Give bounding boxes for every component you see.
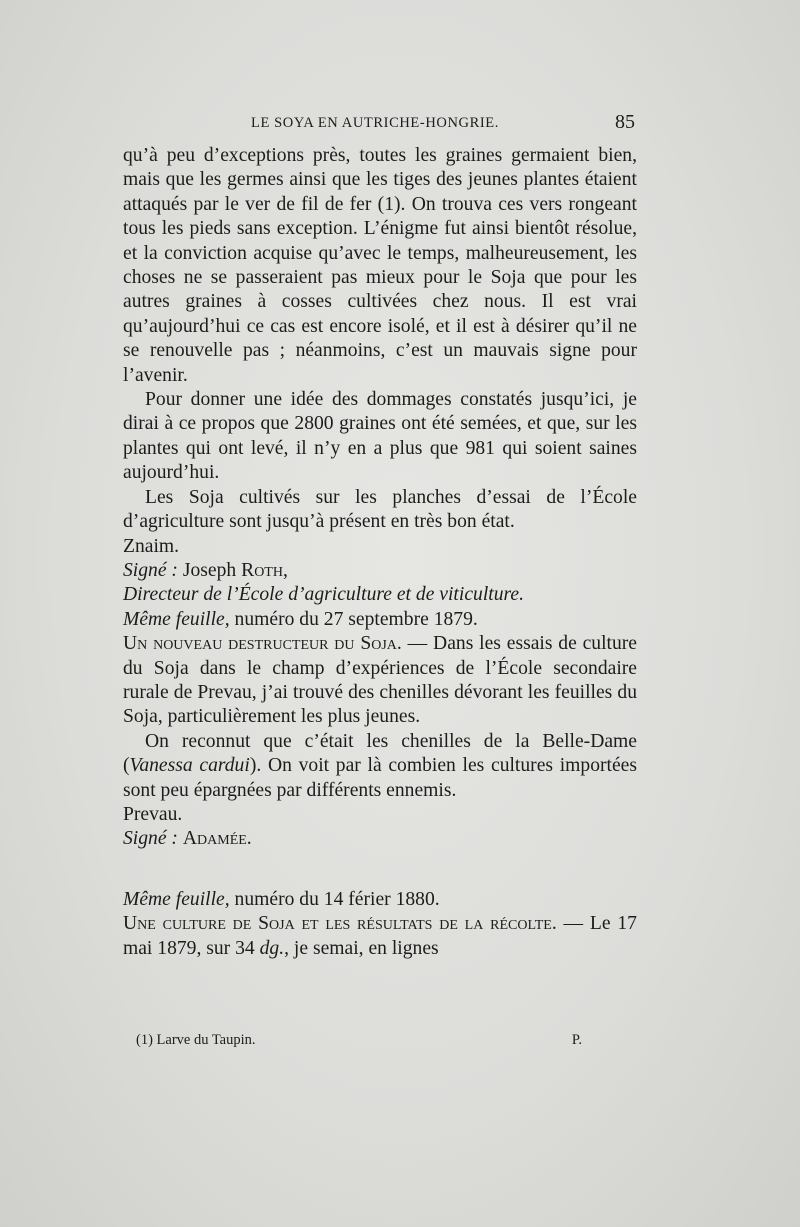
paragraph-3: Les Soja cultivés sur les planches d’essai de l’École d’agriculture sont jusqu’à présent en très bon état. — [123, 486, 637, 533]
page-header — [123, 113, 635, 139]
section-heading-1879 — [123, 608, 637, 632]
paragraph-5 — [123, 730, 637, 803]
paragraph-6 — [123, 912, 637, 961]
signature-title: Directeur de l’École d’agriculture et de viticulture. — [123, 584, 524, 606]
place-prevau: Prevau. — [123, 803, 183, 825]
paragraph-2: Pour donner une idée des dommages constatés jusqu’ici, je dirai à ce propos que 2800 graines ont été semées, et que, sur les plantes qui ont levé, il n’y en a plus que 981 qui soient saines aujourd’hui. — [123, 389, 637, 484]
signature-first-name: Joseph — [182, 559, 237, 581]
signature-last-name: Roth, — [241, 559, 288, 581]
signe-label: Signé : — [123, 559, 178, 581]
paragraph-4 — [123, 632, 637, 730]
section-heading-italic: Même feuille, — [123, 608, 230, 630]
signature-roth — [123, 559, 637, 583]
paragraph-6-unit: dg. — [259, 937, 285, 959]
paragraph-1: qu’à peu d’exceptions près, toutes les graines germaient bien, mais que les germes ainsi que les tiges des jeunes plantes étaient attaqués par le ver de fil de fer (1). On trouva ces vers rongeant tous les pieds sans exception. L’énigme fut ainsi bientôt résolue, et la conviction acquise qu’avec le temps, malheureusement, les choses ne se passeraient pas mieux pour le Soja que pour les autres graines à cosses cultivées chez nous. Il est vrai qu’aujourd’hui ce cas est encore isolé, et il est à désirer qu’il ne se renouvelle pas ; néanmoins, c’est un mauvais signe pour l’avenir. — [123, 145, 637, 386]
paragraph-6-heading: Une culture de Soja et les résultats de la récolte. — [123, 913, 557, 935]
place-znaim: Znaim. — [123, 535, 180, 557]
body-text — [123, 144, 637, 961]
running-title: LE SOYA EN AUTRICHE-HONGRIE. — [251, 115, 499, 131]
paragraph-6-text-1: — Le 17 mai 1879, sur 34 — [123, 913, 637, 959]
signature-adamee — [123, 827, 637, 851]
section-heading-2-italic: Même feuille, — [123, 888, 230, 910]
section-heading-1880 — [123, 888, 637, 912]
page-number: 85 — [615, 111, 635, 133]
footnote-initial: P. — [571, 1032, 582, 1048]
paragraph-4-text: — Dans les essais de culture du Soja dans le champ d’expériences de l’École secondaire rurale de Prevau, j’ai trouvé des chenilles dévorant les feuilles du Soja, particulièrement les plus jeunes. — [123, 633, 638, 728]
species-name: Vanessa cardui — [129, 755, 250, 777]
paragraph-6-text-2: , je semai, en lignes — [284, 937, 439, 959]
paragraph-5-after: ). On voit par là combien les cultures importées sont peu épargnées par différents ennemis. — [123, 755, 637, 801]
section-heading-2-rest: numéro du 14 férier 1880. — [234, 888, 440, 910]
paragraph-4-heading: Un nouveau destructeur du Soja. — [123, 633, 402, 655]
footnote-text: (1) Larve du Taupin. — [136, 1032, 256, 1048]
footnote — [136, 1032, 582, 1049]
section-heading-rest: numéro du 27 septembre 1879. — [234, 608, 478, 630]
signe-label-2: Signé : — [123, 828, 178, 850]
paragraph-5-before: On reconnut que c’était les chenilles de la Belle-Dame ( — [123, 730, 637, 777]
signature-name-2: Adamée. — [182, 828, 252, 850]
